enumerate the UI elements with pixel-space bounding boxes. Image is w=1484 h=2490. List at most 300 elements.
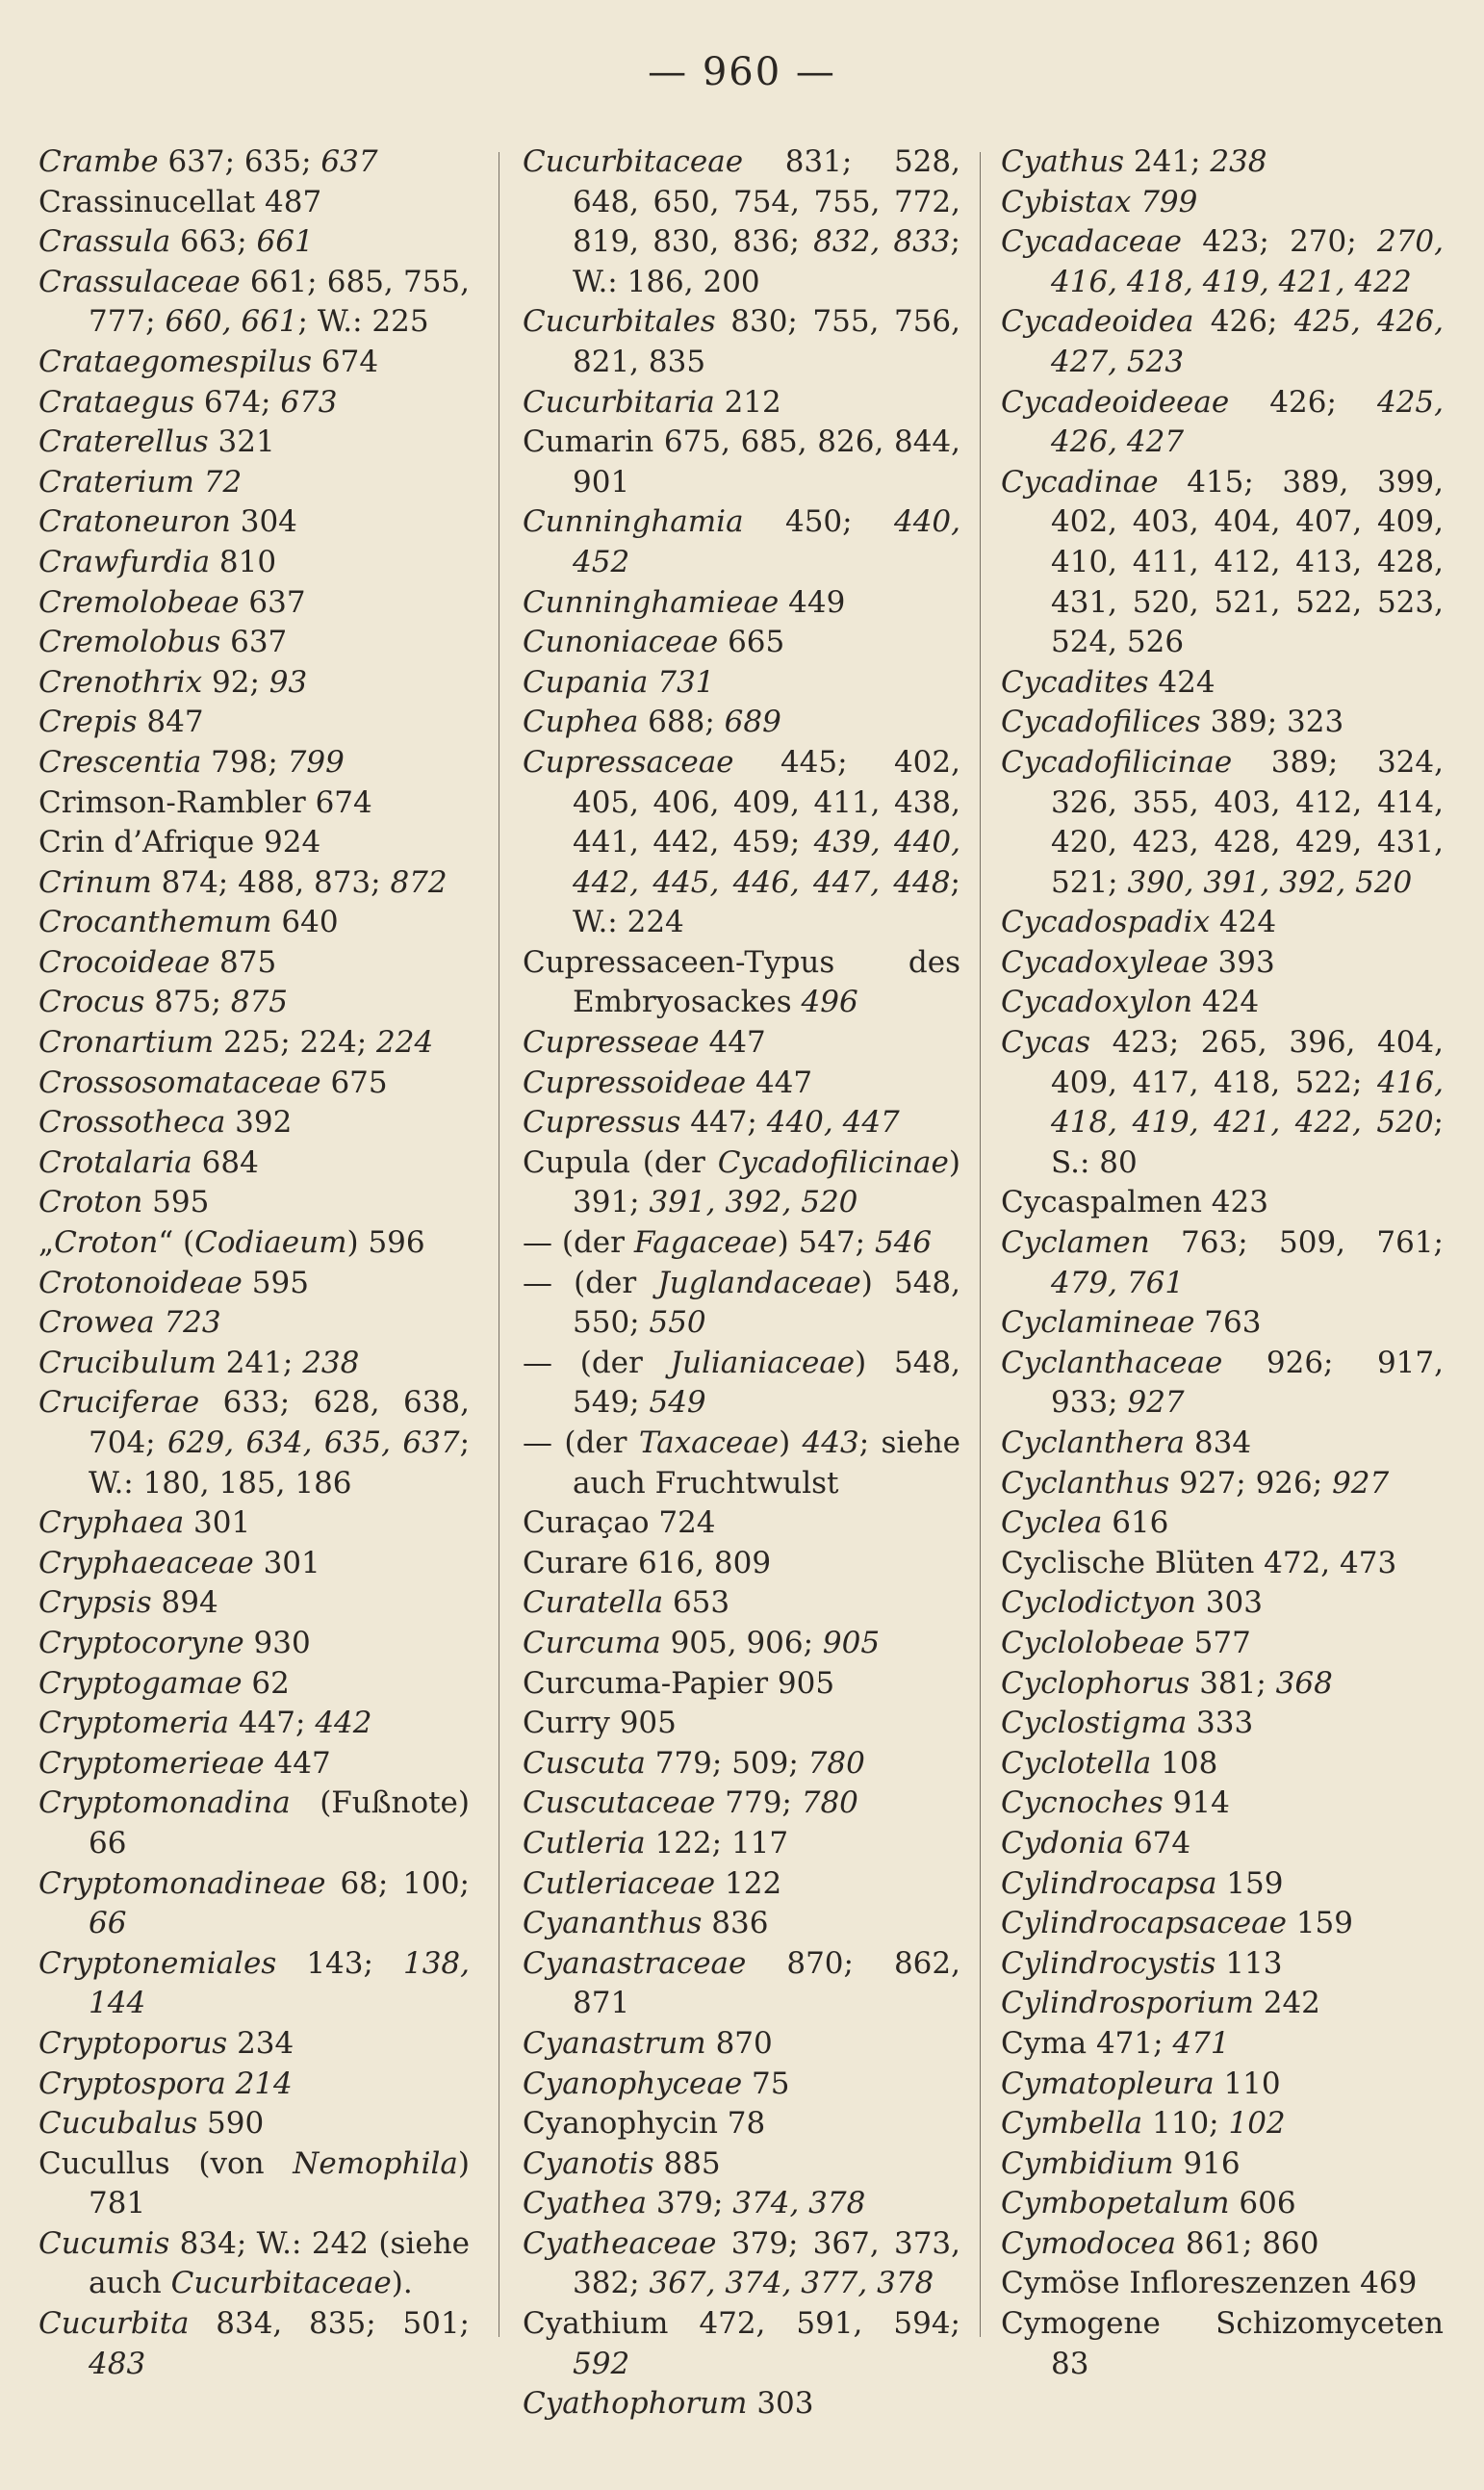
index-entry-text: Cryptomonadineae xyxy=(38,1865,326,1901)
index-entry-text: 905, 906; xyxy=(660,1625,823,1660)
index-entry-text: 138, 144 xyxy=(89,1945,470,2021)
index-entry-text: Juglandaceae xyxy=(657,1265,861,1300)
index-entry-text: 241; xyxy=(216,1345,303,1380)
index-entry-text: Cyclanthaceae xyxy=(1001,1345,1223,1380)
index-entry-text: 927; 926; xyxy=(1169,1465,1333,1501)
index-entry xyxy=(523,703,960,743)
index-entry-text: ) 781 xyxy=(89,2145,470,2221)
index-entry-text: 390, 391, 392, 520 xyxy=(1127,864,1413,900)
index-entry xyxy=(523,383,960,424)
page-number: — 960 — xyxy=(648,50,836,94)
index-entry-text: ) xyxy=(779,1425,803,1460)
index-entry-text: 496 xyxy=(801,985,858,1020)
index-entry-text: Cutleria xyxy=(523,1825,646,1861)
index-entry-text xyxy=(226,2066,236,2101)
index-entry xyxy=(1001,1344,1444,1424)
index-entry-text: 442 xyxy=(315,1706,372,1741)
index-entry-text: Julianiaceae xyxy=(670,1345,856,1380)
index-entry-text: Fagaceae xyxy=(633,1225,778,1261)
index-entry xyxy=(38,1784,470,1863)
index-entry-text: 930 xyxy=(243,1625,311,1660)
index-entry-text: Crataegomespilus xyxy=(38,344,313,379)
index-entry-text: Cruciferae xyxy=(38,1385,200,1421)
index-entry-text: 653 xyxy=(663,1585,730,1621)
index-entry-text: Curcuma-Papier 905 xyxy=(523,1665,835,1701)
index-entry-text: 447; xyxy=(680,1105,767,1141)
index-entry-text: 780 xyxy=(801,1785,858,1821)
index-entry xyxy=(38,743,470,783)
index-entry xyxy=(523,142,960,302)
index-entry-text: Curcuma xyxy=(523,1625,661,1660)
index-column-2 xyxy=(523,142,960,2425)
index-entry-text: 629, 634, 635, 637 xyxy=(167,1425,460,1460)
index-entry-text xyxy=(1131,185,1140,219)
index-entry-text: 875; xyxy=(144,985,231,1020)
index-entry-text: Cunoniaceae xyxy=(523,625,719,660)
index-entry xyxy=(523,943,960,1023)
index-entry-text: 832, 833 xyxy=(813,224,951,260)
index-entry xyxy=(1001,1744,1444,1784)
index-entry-text: 368 xyxy=(1275,1665,1333,1701)
index-entry xyxy=(1001,1544,1444,1584)
index-entry-text: 673 xyxy=(280,384,338,420)
index-entry xyxy=(523,2104,960,2144)
index-entry xyxy=(38,783,470,824)
index-entry-text: 159 xyxy=(1286,1906,1353,1941)
index-entry-text: “ ( xyxy=(158,1225,195,1261)
index-entry-text: 379; xyxy=(646,2186,733,2221)
index-entry xyxy=(1001,1784,1444,1824)
index-entry xyxy=(523,743,960,943)
index-entry-text: Crassinucellat 487 xyxy=(38,184,322,219)
index-entry xyxy=(38,2304,470,2384)
index-entry-text: ) 596 xyxy=(346,1225,425,1261)
index-entry-text: Crotalaria xyxy=(38,1144,192,1180)
index-entry xyxy=(38,1503,470,1544)
index-entry-text: Cycadoxyleae xyxy=(1001,944,1209,980)
index-entry-text: Craterium xyxy=(38,464,194,500)
index-entry xyxy=(523,1904,960,1944)
index-entry xyxy=(38,1223,470,1264)
index-entry xyxy=(523,583,960,624)
index-entry-text: Cupressaceae xyxy=(523,744,734,780)
index-entry-text: Cucubalus xyxy=(38,2106,198,2142)
index-entry-text: 443 xyxy=(802,1425,859,1460)
index-entry-text: Crypsis xyxy=(38,1585,152,1621)
index-entry xyxy=(523,1503,960,1544)
index-entry-text: Cyanophycin 78 xyxy=(523,2106,766,2142)
index-entry xyxy=(1001,463,1444,663)
index-entry xyxy=(523,1744,960,1784)
index-entry-text: Cyclanthus xyxy=(1001,1465,1170,1501)
index-entry-text: 872 xyxy=(390,864,448,900)
index-entry-text: Crenothrix xyxy=(38,664,203,700)
index-entry xyxy=(38,1264,470,1304)
index-entry-text: Cucurbitales xyxy=(523,304,716,340)
index-entry-text: 606 xyxy=(1229,2186,1296,2221)
index-entry-text: Cymbopetalum xyxy=(1001,2186,1230,2221)
index-entry-text: 836 xyxy=(702,1906,769,1941)
index-entry-text: 62 xyxy=(242,1665,290,1701)
index-entry-text: — (der xyxy=(523,1225,634,1261)
index-entry-text: 381; xyxy=(1190,1665,1276,1701)
index-entry xyxy=(523,1143,960,1223)
index-entry xyxy=(1001,2104,1444,2144)
index-entry xyxy=(38,343,470,383)
index-entry xyxy=(38,623,470,663)
index-entry xyxy=(1001,1904,1444,1944)
index-entry-text: 214 xyxy=(235,2066,293,2101)
index-entry-text: ). xyxy=(391,2266,413,2301)
index-entry-text: Cryphaeaceae xyxy=(38,1545,254,1580)
index-entry-text: 663; xyxy=(170,224,257,260)
index-entry-text: Crepis xyxy=(38,705,138,740)
index-entry-text: ) 391; xyxy=(573,1144,960,1220)
index-entry-text: 447 xyxy=(699,1025,766,1061)
index-entry-text: Crataegus xyxy=(38,384,195,420)
index-entry xyxy=(38,983,470,1023)
index-entry-text: Cyclostigma xyxy=(1001,1706,1188,1741)
index-entry xyxy=(1001,1664,1444,1705)
index-entry-text: 577 xyxy=(1184,1625,1251,1660)
index-entry xyxy=(1001,1424,1444,1464)
index-entry xyxy=(1001,983,1444,1023)
index-entry-text: 66 xyxy=(89,1906,127,1941)
index-entry-text xyxy=(648,665,657,700)
index-entry-text: 393 xyxy=(1208,944,1275,980)
index-entry-text: Cycadeoideeae xyxy=(1001,384,1230,420)
index-entry-text: 241; xyxy=(1124,144,1211,179)
index-entry-text: Cuscuta xyxy=(523,1745,646,1781)
index-entry-text: Curare 616, 809 xyxy=(523,1545,772,1580)
index-entry-text: ) 547; xyxy=(777,1225,875,1261)
index-entry xyxy=(1001,1223,1444,1303)
index-entry-text: Cyanastrum xyxy=(523,2025,706,2061)
index-entry xyxy=(1001,302,1444,382)
index-entry-text: 550 xyxy=(649,1305,706,1341)
index-entry-text: 301 xyxy=(184,1505,251,1541)
index-entry xyxy=(38,1103,470,1143)
index-entry-text: 616 xyxy=(1102,1505,1169,1541)
index-entry xyxy=(38,1944,470,2024)
index-entry-text: 440, 452 xyxy=(573,504,960,579)
index-entry-text: 875 xyxy=(210,944,277,980)
index-entry-text: 875 xyxy=(230,985,288,1020)
index-entry xyxy=(523,1544,960,1584)
index-entry xyxy=(523,1824,960,1864)
index-entry xyxy=(38,1064,470,1104)
index-entry-text: 595 xyxy=(142,1185,210,1220)
index-entry-text: 143; xyxy=(276,1945,403,1981)
index-entry-text: 763; 509, 761; xyxy=(1149,1225,1444,1261)
index-entry-text: Crossotheca xyxy=(38,1105,226,1141)
index-entry-text: Cumarin 675, 685, 826, 844, 901 xyxy=(523,424,960,500)
index-entry-text: 110; xyxy=(1142,2106,1229,2142)
index-entry-text: Cyathophorum xyxy=(523,2386,748,2422)
index-entry-text: Cyclea xyxy=(1001,1505,1103,1541)
index-entry-text: Crocanthemum xyxy=(38,905,272,940)
index-entry-text: 914 xyxy=(1163,1785,1230,1821)
index-entry-text: 304 xyxy=(230,504,297,540)
index-entry-text: 389; 323 xyxy=(1200,705,1344,740)
index-entry-text xyxy=(155,1305,165,1340)
index-entry-text: 447; xyxy=(228,1706,316,1741)
index-entry-text: 830; 755, 756, 821, 835 xyxy=(573,304,960,379)
index-entry xyxy=(38,1744,470,1784)
index-entry-text: 637 xyxy=(220,625,288,660)
index-entry xyxy=(38,943,470,984)
index-entry-text: 225; 224; xyxy=(214,1025,376,1061)
index-entry-text: Cyclolobeae xyxy=(1001,1625,1185,1660)
index-entry xyxy=(1001,2224,1444,2265)
index-entry xyxy=(1001,703,1444,743)
index-entry-text: Cupania xyxy=(523,664,649,700)
index-entry-text: Cycadofilicinae xyxy=(1001,744,1233,780)
index-entry xyxy=(38,823,470,863)
index-entry-text: 799 xyxy=(1140,184,1198,219)
index-entry xyxy=(38,1664,470,1705)
index-entry-text: Crucibulum xyxy=(38,1345,217,1380)
index-entry-text: Crin d’Afrique 924 xyxy=(38,825,321,860)
index-entry-text: Cyananthus xyxy=(523,1906,703,1941)
index-entry xyxy=(38,263,470,343)
index-entry xyxy=(523,502,960,582)
index-entry-text: 447 xyxy=(746,1065,813,1100)
index-entry xyxy=(1001,1624,1444,1664)
index-entry-text: 637; 635; xyxy=(158,144,321,179)
index-entry-text: ; W.: 224 xyxy=(573,864,960,940)
index-entry-text: 779; 509; xyxy=(645,1745,808,1781)
index-entry-text: Cremolobeae xyxy=(38,584,240,620)
index-entry xyxy=(1001,1704,1444,1744)
index-entry xyxy=(1001,2304,1444,2384)
index-entry-text: 834, 835; 501; xyxy=(189,2306,470,2342)
index-entry xyxy=(1001,1824,1444,1864)
index-entry-text: 424 xyxy=(1148,664,1215,700)
index-entry-text: 674 xyxy=(312,344,379,379)
index-entry xyxy=(1001,1464,1444,1504)
index-entry-text: 479, 761 xyxy=(1051,1265,1185,1300)
index-entry xyxy=(523,2384,960,2425)
index-entry xyxy=(523,2304,960,2384)
index-entry-text: 549 xyxy=(649,1385,706,1421)
index-entry-text: Cratoneuron xyxy=(38,504,231,540)
index-entry xyxy=(38,903,470,943)
index-entry xyxy=(523,1223,960,1264)
index-entry-text: 238 xyxy=(1210,144,1267,179)
index-entry xyxy=(38,463,470,503)
index-entry xyxy=(38,2224,470,2304)
index-entry-text: Cyathium 472, 591, 594; xyxy=(523,2306,960,2342)
index-entry-text: 424 xyxy=(1192,985,1260,1020)
index-column-3 xyxy=(1001,142,1444,2384)
index-entry-text: 92; xyxy=(202,664,269,700)
index-entry xyxy=(523,2024,960,2065)
index-entry xyxy=(1001,2264,1444,2304)
index-entry-text: Cyanophyceae xyxy=(523,2066,743,2101)
index-entry-text: 471 xyxy=(1172,2025,1230,2061)
index-entry-text: 688; xyxy=(638,705,725,740)
index-entry xyxy=(1001,1864,1444,1905)
index-entry xyxy=(1001,1984,1444,2024)
index-entry-text: Crassula xyxy=(38,224,171,260)
index-entry-text: Cuscutaceae xyxy=(523,1785,716,1821)
index-entry-text: Cycadeoidea xyxy=(1001,304,1194,340)
index-entry-text: 122 xyxy=(715,1865,782,1901)
index-entry-text: Cyatheaceae xyxy=(523,2225,717,2261)
index-entry-text: 423; 265, 396, 404, 409, 417, 418, 522; xyxy=(1051,1025,1444,1100)
index-entry xyxy=(38,1864,470,1944)
index-entry-text: 926; 917, 933; xyxy=(1051,1345,1444,1421)
index-entry-text: Cyclotella xyxy=(1001,1745,1152,1781)
index-entry-text: Crotonoideae xyxy=(38,1265,243,1300)
index-entry xyxy=(523,1064,960,1104)
index-entry-text: 684 xyxy=(192,1144,259,1180)
index-entry xyxy=(1001,903,1444,943)
index-entry-text: 159 xyxy=(1216,1865,1284,1901)
index-entry-text: Crambe xyxy=(38,144,159,179)
index-entry xyxy=(523,1344,960,1424)
index-entry-text: Cunninghamieae xyxy=(523,584,780,620)
index-entry-text: 108 xyxy=(1151,1745,1218,1781)
index-entry xyxy=(1001,2024,1444,2065)
index-entry-text: Cymodocea xyxy=(1001,2225,1176,2261)
index-entry-text: Cucurbitaceae xyxy=(170,2266,392,2301)
index-entry-text: 367, 374, 377, 378 xyxy=(649,2266,934,2301)
index-entry-text: Cycadospadix xyxy=(1001,905,1211,940)
index-entry-text: Cymatopleura xyxy=(1001,2066,1215,2101)
index-entry-text: 301 xyxy=(253,1545,320,1580)
index-entry-text: Cucurbita xyxy=(38,2306,190,2342)
index-entry-text: 392 xyxy=(225,1105,293,1141)
index-entry xyxy=(38,663,470,704)
index-entry-text: Cymöse Infloreszenzen 469 xyxy=(1001,2266,1418,2301)
index-entry xyxy=(1001,142,1444,183)
index-entry xyxy=(523,1023,960,1064)
index-entry-text: 874; 488, 873; xyxy=(151,864,391,900)
index-entry-text: Cryptoporus xyxy=(38,2025,228,2061)
index-entry-text: 689 xyxy=(724,705,781,740)
index-entry-text: Crossosomataceae xyxy=(38,1065,321,1100)
index-entry-text: 831; 528, 648, 650, 754, 755, 772, 819, 830, 836; xyxy=(573,144,960,260)
index-entry xyxy=(38,2024,470,2065)
index-entry xyxy=(38,1544,470,1584)
index-entry-text: Crocus xyxy=(38,985,145,1020)
index-entry xyxy=(38,142,470,183)
index-entry xyxy=(1001,943,1444,984)
index-entry-text: 483 xyxy=(89,2346,146,2381)
index-entry xyxy=(1001,2144,1444,2185)
index-entry xyxy=(38,2144,470,2224)
index-entry xyxy=(1001,1503,1444,1544)
index-entry-text: 113 xyxy=(1215,1945,1283,1981)
index-entry-text: — (der xyxy=(523,1345,671,1380)
index-entry xyxy=(523,663,960,704)
index-entry-text: 780 xyxy=(807,1745,865,1781)
index-entry-text: 916 xyxy=(1173,2145,1241,2181)
index-entry xyxy=(523,423,960,502)
index-entry-text: Crawfurdia xyxy=(38,544,211,579)
index-entry-text: Cyclophorus xyxy=(1001,1665,1190,1701)
index-entry-text: 234 xyxy=(227,2025,294,2061)
index-entry xyxy=(523,1784,960,1824)
index-entry-text: 450; xyxy=(743,504,894,540)
index-entry xyxy=(523,2224,960,2304)
index-entry-text: Craterellus xyxy=(38,424,209,460)
index-entry xyxy=(1001,183,1444,223)
index-entry xyxy=(1001,663,1444,704)
index-entry xyxy=(523,1583,960,1624)
index-entry-text: 546 xyxy=(874,1225,933,1261)
index-entry-text: Cymbella xyxy=(1001,2106,1143,2142)
index-entry-text: 847 xyxy=(137,705,204,740)
index-entry-text: 798; xyxy=(201,744,288,780)
index-entry-text: 763 xyxy=(1194,1305,1262,1341)
index-entry-text: 661 xyxy=(256,224,314,260)
index-entry-text: 905 xyxy=(822,1625,881,1660)
index-entry xyxy=(38,2065,470,2105)
index-entry-text: Cremolobus xyxy=(38,625,221,660)
index-entry-text: 894 xyxy=(151,1585,218,1621)
index-entry xyxy=(38,1583,470,1624)
index-entry-text: 426; xyxy=(1229,384,1377,420)
index-entry-text: Cyclamen xyxy=(1001,1225,1150,1261)
index-entry-text: ) 548, 549; xyxy=(573,1345,960,1421)
index-entry xyxy=(38,703,470,743)
index-entry-text: 110 xyxy=(1214,2066,1281,2101)
index-entry xyxy=(38,1344,470,1384)
index-entry-text: Cyclische Blüten 472, 473 xyxy=(1001,1545,1397,1580)
index-entry-text: 723 xyxy=(164,1305,221,1341)
index-entry-text: 665 xyxy=(718,625,785,660)
index-entry-text: Crimson-Rambler 674 xyxy=(38,784,372,820)
index-entry xyxy=(523,1424,960,1503)
index-entry-text: 270, 416, 418, 419, 421, 422 xyxy=(1051,224,1444,299)
index-entry-text: 637 xyxy=(320,144,378,179)
index-entry-text: 426; xyxy=(1193,304,1294,340)
index-entry-text: — (der xyxy=(523,1425,639,1460)
index-entry-text: 374, 378 xyxy=(732,2186,866,2221)
index-entry-text: Cucurbitaceae xyxy=(523,144,744,179)
index-entry xyxy=(523,1704,960,1744)
index-entry-text: Cycadaceae xyxy=(1001,224,1182,260)
index-entry xyxy=(1001,1303,1444,1344)
index-entry-text: Cucullus (von xyxy=(38,2145,294,2181)
index-entry xyxy=(38,1383,470,1503)
index-entry xyxy=(1001,222,1444,302)
index-entry-text: Cycadofilices xyxy=(1001,705,1201,740)
index-entry-text: 122; 117 xyxy=(645,1825,789,1861)
index-entry-text: Cryptomeria xyxy=(38,1706,229,1741)
index-entry-text: 333 xyxy=(1187,1706,1254,1741)
index-entry-text: 212 xyxy=(714,384,781,420)
index-entry-text: ; W.: 186, 200 xyxy=(573,224,960,299)
index-entry-text: 595 xyxy=(242,1265,309,1300)
index-entry-text: 445; 402, 405, 406, 409, 411, 438, 441, 442, 459; xyxy=(573,744,960,860)
index-entry xyxy=(38,1704,470,1744)
index-entry-text: Cycadinae xyxy=(1001,464,1159,500)
index-entry xyxy=(38,183,470,223)
index-entry xyxy=(38,2104,470,2144)
index-entry-text: Crescentia xyxy=(38,744,202,780)
index-entry-text: ) 548, 550; xyxy=(573,1265,960,1341)
index-entry-text: 224 xyxy=(376,1025,434,1061)
index-column-1 xyxy=(38,142,470,2384)
index-entry-text: 870 xyxy=(705,2025,773,2061)
index-entry-text: Cutleriaceae xyxy=(523,1865,716,1901)
index-entry-text: Croton xyxy=(54,1225,159,1261)
index-entry-text: 75 xyxy=(742,2066,790,2101)
